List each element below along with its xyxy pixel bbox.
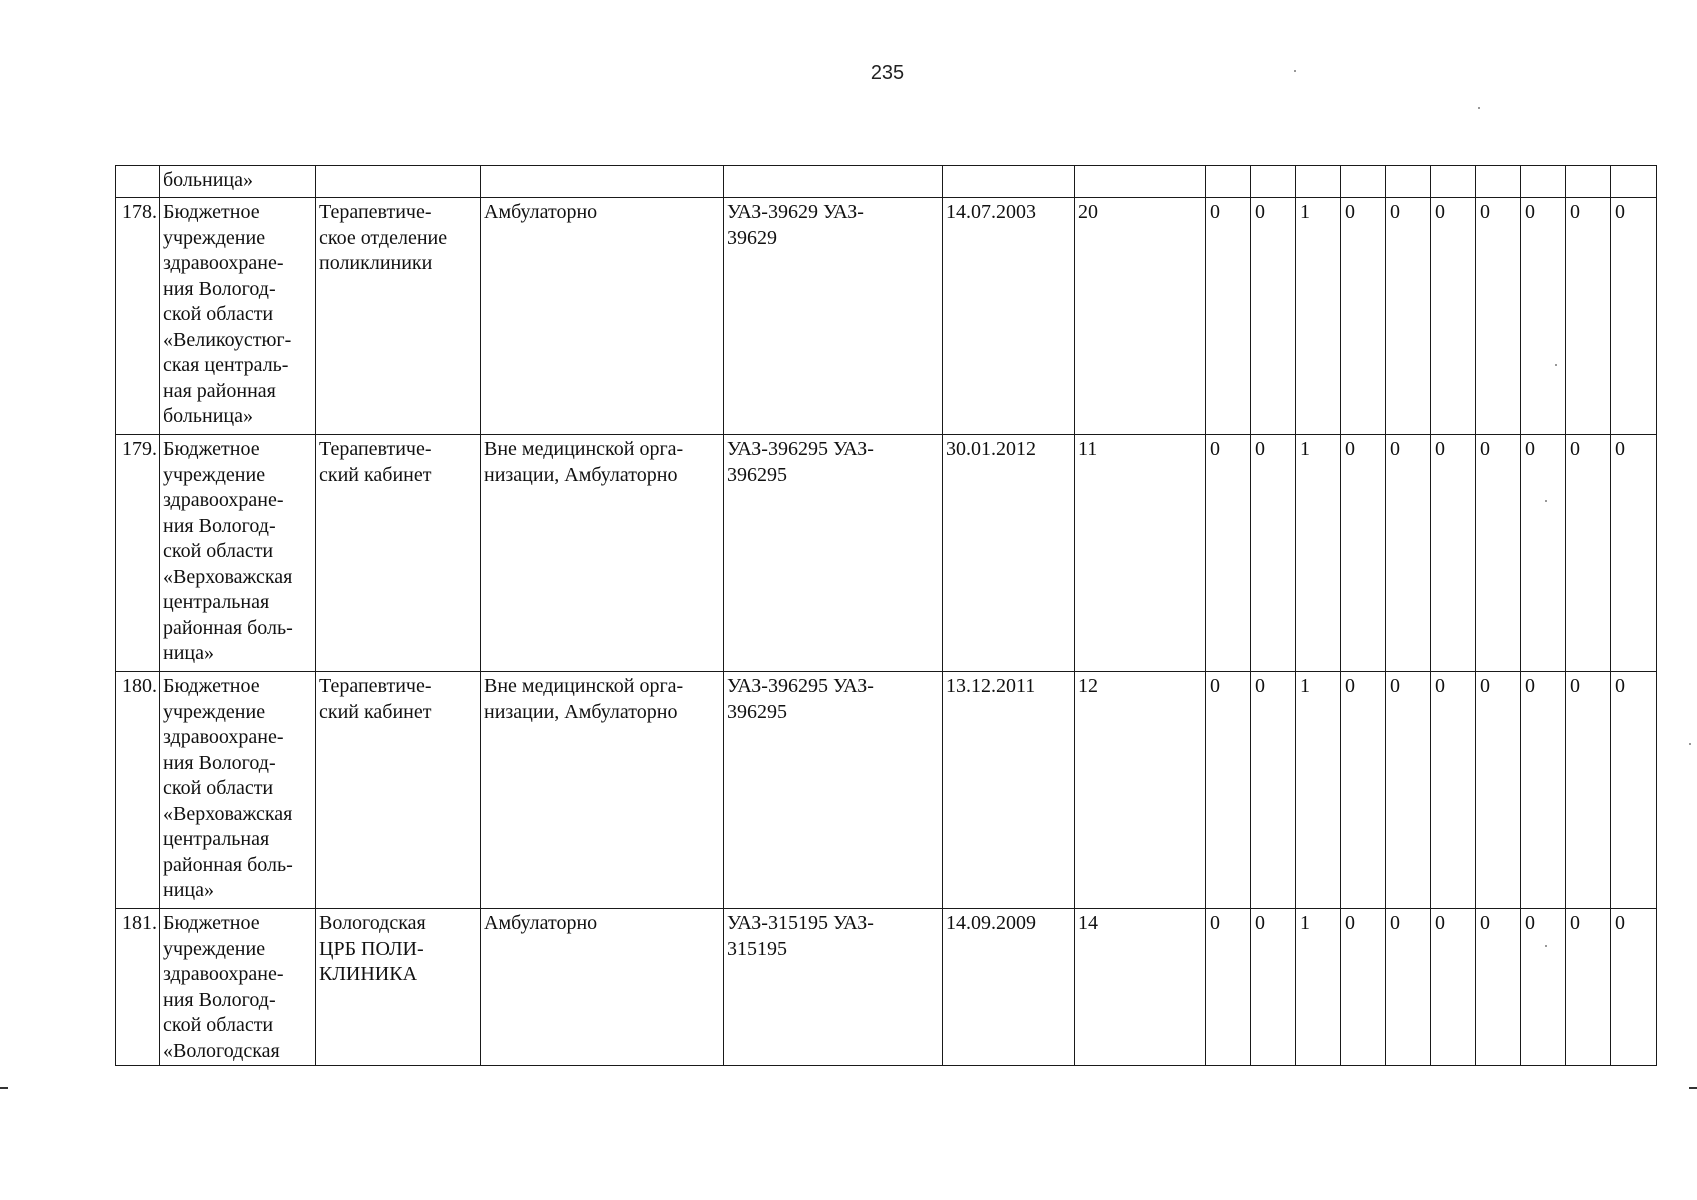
table-row [116, 909, 1657, 1066]
cell-number [116, 166, 160, 198]
cell-flag [1251, 166, 1296, 198]
cell-organization: Бюджетное учреждение здравоохране- ния Вологод- ской области «Вологодская [160, 909, 316, 1066]
cell-flag [1611, 166, 1657, 198]
cell-date: 14.07.2003 [943, 198, 1075, 435]
cell-organization: Бюджетное учреждение здравоохране- ния Вологод- ской области «Великоустюг- ская централь- ная районная больница» [160, 198, 316, 435]
cell-vehicle: УАЗ-396295 УАЗ- 396295 [724, 435, 943, 672]
cell-flag: 0 [1431, 672, 1476, 909]
cell-flag [1206, 166, 1251, 198]
cell-flag: 0 [1251, 198, 1296, 435]
cell-flag: 0 [1566, 909, 1611, 1066]
cell-flag: 0 [1206, 198, 1251, 435]
cell-flag: 0 [1251, 909, 1296, 1066]
cell-mode: Вне медицинской орга- низации, Амбулаторно [481, 672, 724, 909]
cell-flag: 0 [1521, 435, 1566, 672]
cell-vehicle [724, 166, 943, 198]
cell-flag: 0 [1431, 909, 1476, 1066]
cell-flag: 0 [1206, 672, 1251, 909]
cell-age: 12 [1075, 672, 1206, 909]
cell-flag: 0 [1341, 672, 1386, 909]
continuation-row [116, 166, 1657, 198]
cell-flag [1566, 166, 1611, 198]
cell-date: 14.09.2009 [943, 909, 1075, 1066]
cell-number: 180. [116, 672, 160, 909]
cell-age: 11 [1075, 435, 1206, 672]
cell-flag: 1 [1296, 198, 1341, 435]
cell-vehicle: УАЗ-396295 УАЗ- 396295 [724, 672, 943, 909]
scan-edge-mark-left [0, 1087, 8, 1089]
cell-flag: 0 [1386, 198, 1431, 435]
cell-flag: 0 [1431, 198, 1476, 435]
table-row [116, 672, 1657, 909]
cell-flag: 1 [1296, 435, 1341, 672]
cell-flag: 0 [1611, 672, 1657, 909]
cell-date: 13.12.2011 [943, 672, 1075, 909]
cell-flag: 0 [1521, 198, 1566, 435]
cell-flag: 1 [1296, 672, 1341, 909]
cell-flag: 1 [1296, 909, 1341, 1066]
table-row [116, 198, 1657, 435]
cell-flag: 0 [1251, 435, 1296, 672]
cell-flag: 0 [1431, 435, 1476, 672]
cell-flag [1296, 166, 1341, 198]
cell-flag [1476, 166, 1521, 198]
cell-flag: 0 [1386, 909, 1431, 1066]
table-row [116, 435, 1657, 672]
cell-flag: 0 [1566, 672, 1611, 909]
cell-flag: 0 [1206, 909, 1251, 1066]
cell-flag: 0 [1251, 672, 1296, 909]
cell-unit: Вологодская ЦРБ ПОЛИ- КЛИНИКА [316, 909, 481, 1066]
page-number: 235 [870, 62, 905, 84]
cell-flag [1521, 166, 1566, 198]
cell-vehicle: УАЗ-39629 УАЗ- 39629 [724, 198, 943, 435]
cell-age: 20 [1075, 198, 1206, 435]
cell-number: 179. [116, 435, 160, 672]
cell-unit [316, 166, 481, 198]
cell-flag: 0 [1476, 435, 1521, 672]
cell-flag [1341, 166, 1386, 198]
cell-unit: Терапевтиче- ский кабинет [316, 672, 481, 909]
cell-age [1075, 166, 1206, 198]
cell-mode: Вне медицинской орга- низации, Амбулаторно [481, 435, 724, 672]
cell-mode: Амбулаторно [481, 909, 724, 1066]
cell-flag: 0 [1386, 672, 1431, 909]
cell-flag: 0 [1521, 909, 1566, 1066]
scan-speck [1294, 70, 1296, 72]
cell-flag: 0 [1566, 198, 1611, 435]
cell-mode [481, 166, 724, 198]
cell-flag: 0 [1611, 909, 1657, 1066]
cell-mode: Амбулаторно [481, 198, 724, 435]
cell-flag: 0 [1611, 435, 1657, 672]
vehicle-registry-table [115, 165, 1657, 1066]
cell-flag [1386, 166, 1431, 198]
scan-speck [1478, 107, 1480, 109]
cell-flag: 0 [1341, 435, 1386, 672]
cell-flag: 0 [1566, 435, 1611, 672]
scan-speck [1545, 945, 1547, 947]
cell-age: 14 [1075, 909, 1206, 1066]
cell-date: 30.01.2012 [943, 435, 1075, 672]
cell-organization: Бюджетное учреждение здравоохране- ния Вологод- ской области «Верховажская центральная районная боль- ница» [160, 435, 316, 672]
cell-flag: 0 [1611, 198, 1657, 435]
cell-unit: Терапевтиче- ское отделение поликлиники [316, 198, 481, 435]
cell-unit: Терапевтиче- ский кабинет [316, 435, 481, 672]
cell-number: 181. [116, 909, 160, 1066]
scan-edge-mark-right [1689, 1087, 1697, 1089]
cell-flag: 0 [1476, 672, 1521, 909]
cell-number: 178. [116, 198, 160, 435]
cell-flag: 0 [1476, 909, 1521, 1066]
cell-organization: Бюджетное учреждение здравоохране- ния Вологод- ской области «Верховажская центральная районная боль- ница» [160, 672, 316, 909]
cell-vehicle: УАЗ-315195 УАЗ- 315195 [724, 909, 943, 1066]
cell-organization: больница» [160, 166, 316, 198]
scan-speck [1545, 500, 1547, 502]
scan-speck [1555, 364, 1557, 366]
cell-flag [1431, 166, 1476, 198]
cell-flag: 0 [1521, 672, 1566, 909]
cell-flag: 0 [1341, 909, 1386, 1066]
cell-date [943, 166, 1075, 198]
cell-flag: 0 [1206, 435, 1251, 672]
scan-speck [1689, 743, 1691, 745]
cell-flag: 0 [1476, 198, 1521, 435]
cell-flag: 0 [1341, 198, 1386, 435]
cell-flag: 0 [1386, 435, 1431, 672]
